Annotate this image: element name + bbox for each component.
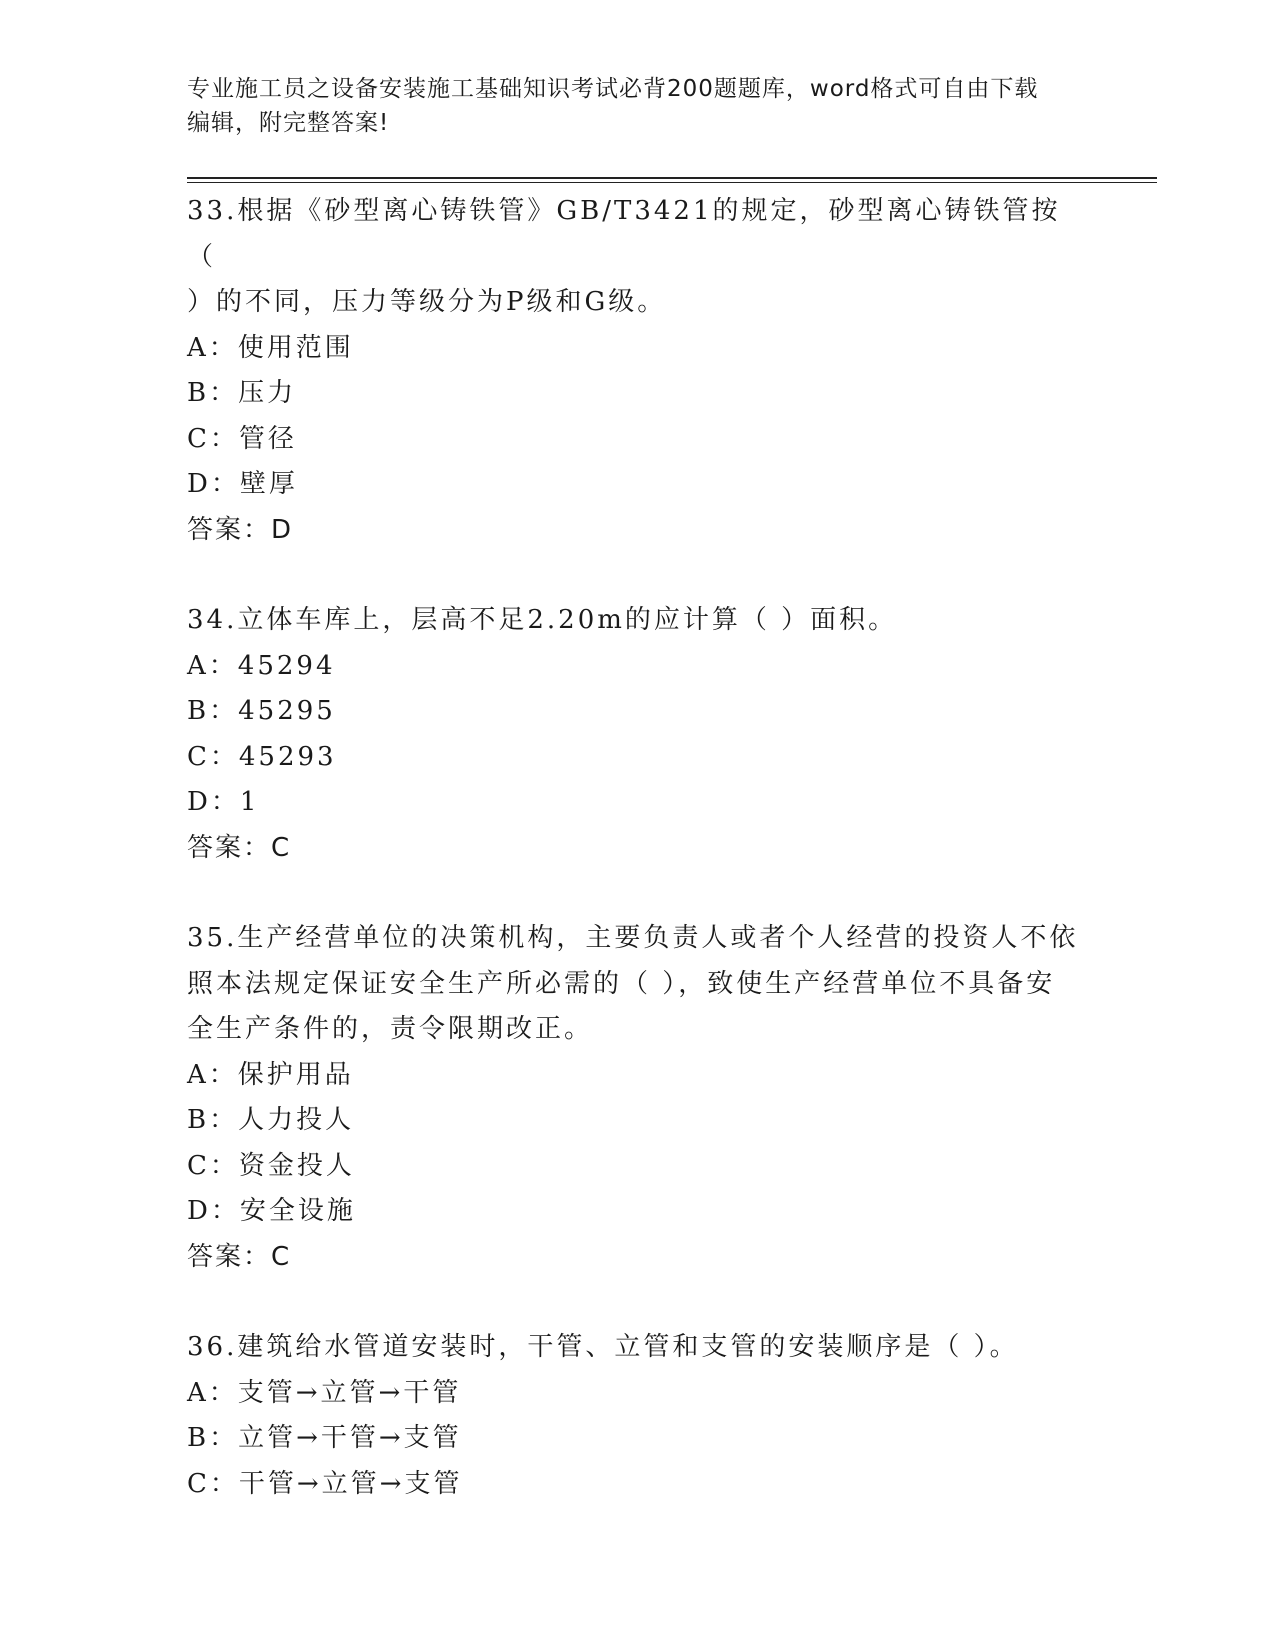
question-stem: 36.建筑给水管道安装时，干管、立管和支管的安装顺序是（ ）。	[187, 1332, 1019, 1362]
option-c: C：管径	[187, 423, 297, 454]
option-b: B：立管→干管→支管	[187, 1423, 462, 1453]
question-33	[187, 189, 1087, 553]
question-36	[187, 1325, 1087, 1507]
option-d: D：壁厚	[187, 469, 298, 499]
option-a: A：保护用品	[187, 1059, 354, 1090]
option-c: C：干管→立管→支管	[187, 1468, 463, 1499]
question-stem: ）的不同，压力等级分为P级和G级。	[187, 287, 667, 317]
option-a: A：使用范围	[187, 332, 354, 363]
question-stem: 全生产条件的，责令限期改正。	[187, 1014, 594, 1044]
option-a: A：支管→立管→干管	[187, 1377, 462, 1408]
question-stem: 照本法规定保证安全生产所必需的（ ），致使生产经营单位不具备安	[187, 968, 1056, 999]
question-list	[187, 189, 1087, 1507]
question-stem: 34.立体车库上，层高不足2.20m的应计算（ ）面积。	[187, 605, 898, 635]
header-line-1: 专业施工员之设备安装施工基础知识考试必背200题题库，word格式可自由下载	[187, 76, 1039, 102]
spacer	[187, 1280, 1087, 1325]
answer-line: 答案：C	[187, 1241, 292, 1272]
question-34	[187, 598, 1087, 871]
option-a: A：45294	[187, 650, 336, 681]
option-b: B：压力	[187, 378, 297, 408]
header-divider-thin	[187, 182, 1157, 183]
option-b: B：人力投人	[187, 1105, 355, 1135]
option-d: D：1	[187, 787, 260, 817]
answer-line: 答案：C	[187, 832, 292, 863]
document-header	[187, 72, 1087, 140]
header-line-2: 编辑，附完整答案!	[187, 110, 390, 136]
answer-line: 答案：D	[187, 514, 294, 545]
header-divider-thick	[187, 177, 1157, 179]
question-stem: 33.根据《砂型离心铸铁管》GB/T3421的规定，砂型离心铸铁管按（	[187, 196, 1061, 272]
option-b: B：45295	[187, 696, 336, 726]
question-35	[187, 916, 1087, 1280]
question-stem: 35.生产经营单位的决策机构，主要负责人或者个人经营的投资人不依	[187, 923, 1079, 953]
spacer	[187, 553, 1087, 598]
option-c: C：资金投人	[187, 1150, 355, 1181]
option-d: D：安全设施	[187, 1196, 356, 1226]
spacer	[187, 871, 1087, 916]
option-c: C：45293	[187, 741, 337, 772]
